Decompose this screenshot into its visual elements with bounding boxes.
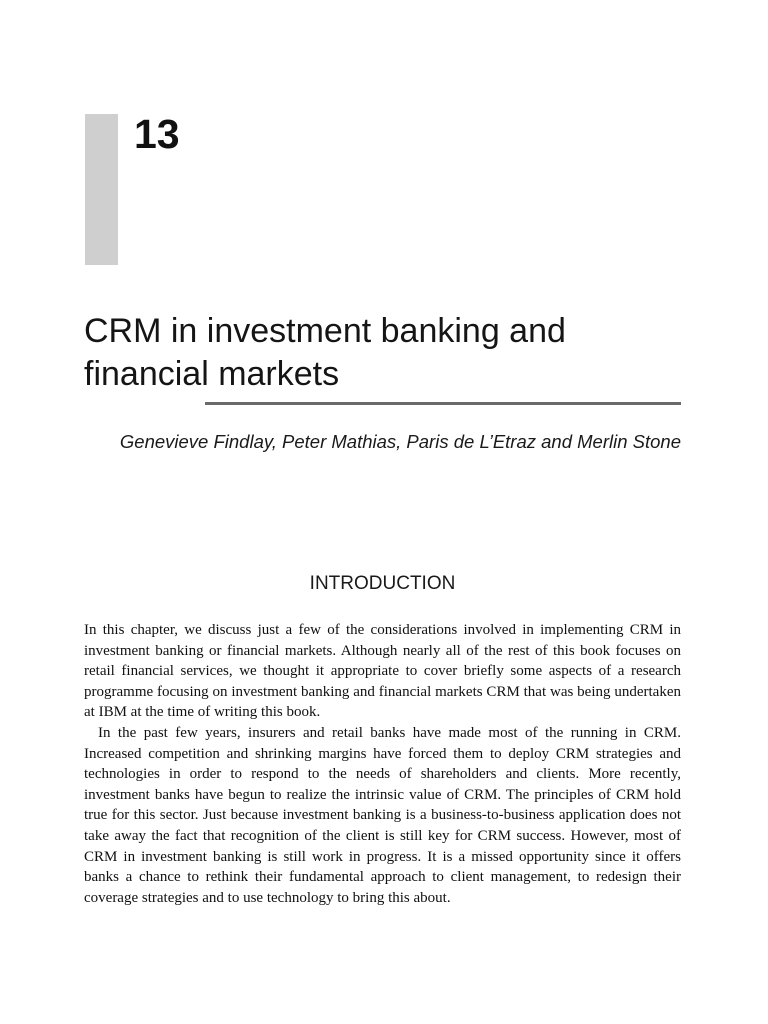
chapter-number: 13 bbox=[134, 111, 180, 157]
chapter-marker-bar bbox=[85, 114, 118, 265]
paragraph-2: In the past few years, insurers and retail banks have made most of the running in CRM. Increased competition and shrinking margins have forced them to deploy CRM strategies and technologies in order to respond to the needs of shareholders and clients. More recently, investment banks have begun to realize the intrinsic value of CRM. The principles of CRM hold true for this sector. Just because investment banking is a business-to-business application does not take away the fact that recognition of the client is still key for CRM success. However, most of CRM in investment banking is still work in progress. It is a missed opportunity since it offers banks a chance to rethink their fundamental approach to client management, to redesign their coverage strategies and to use technology to bring this about. bbox=[84, 724, 681, 906]
chapter-title: CRM in investment banking and financial markets bbox=[84, 312, 566, 393]
title-divider bbox=[205, 402, 681, 405]
chapter-authors: Genevieve Findlay, Peter Mathias, Paris de L’Etraz and Merlin Stone bbox=[119, 431, 681, 452]
body-text bbox=[84, 620, 681, 908]
section-heading: INTRODUCTION bbox=[309, 573, 456, 594]
paragraph-1: In this chapter, we discuss just a few of the considerations involved in implementing CRM in investment banking or financial markets. Although nearly all of the rest of this book focuses on retail financial services, we thought it appropriate to cover briefly some aspects of a research programme focusing on investment banking and financial markets CRM that was being undertaken at IBM at the time of writing this book. bbox=[84, 622, 681, 721]
